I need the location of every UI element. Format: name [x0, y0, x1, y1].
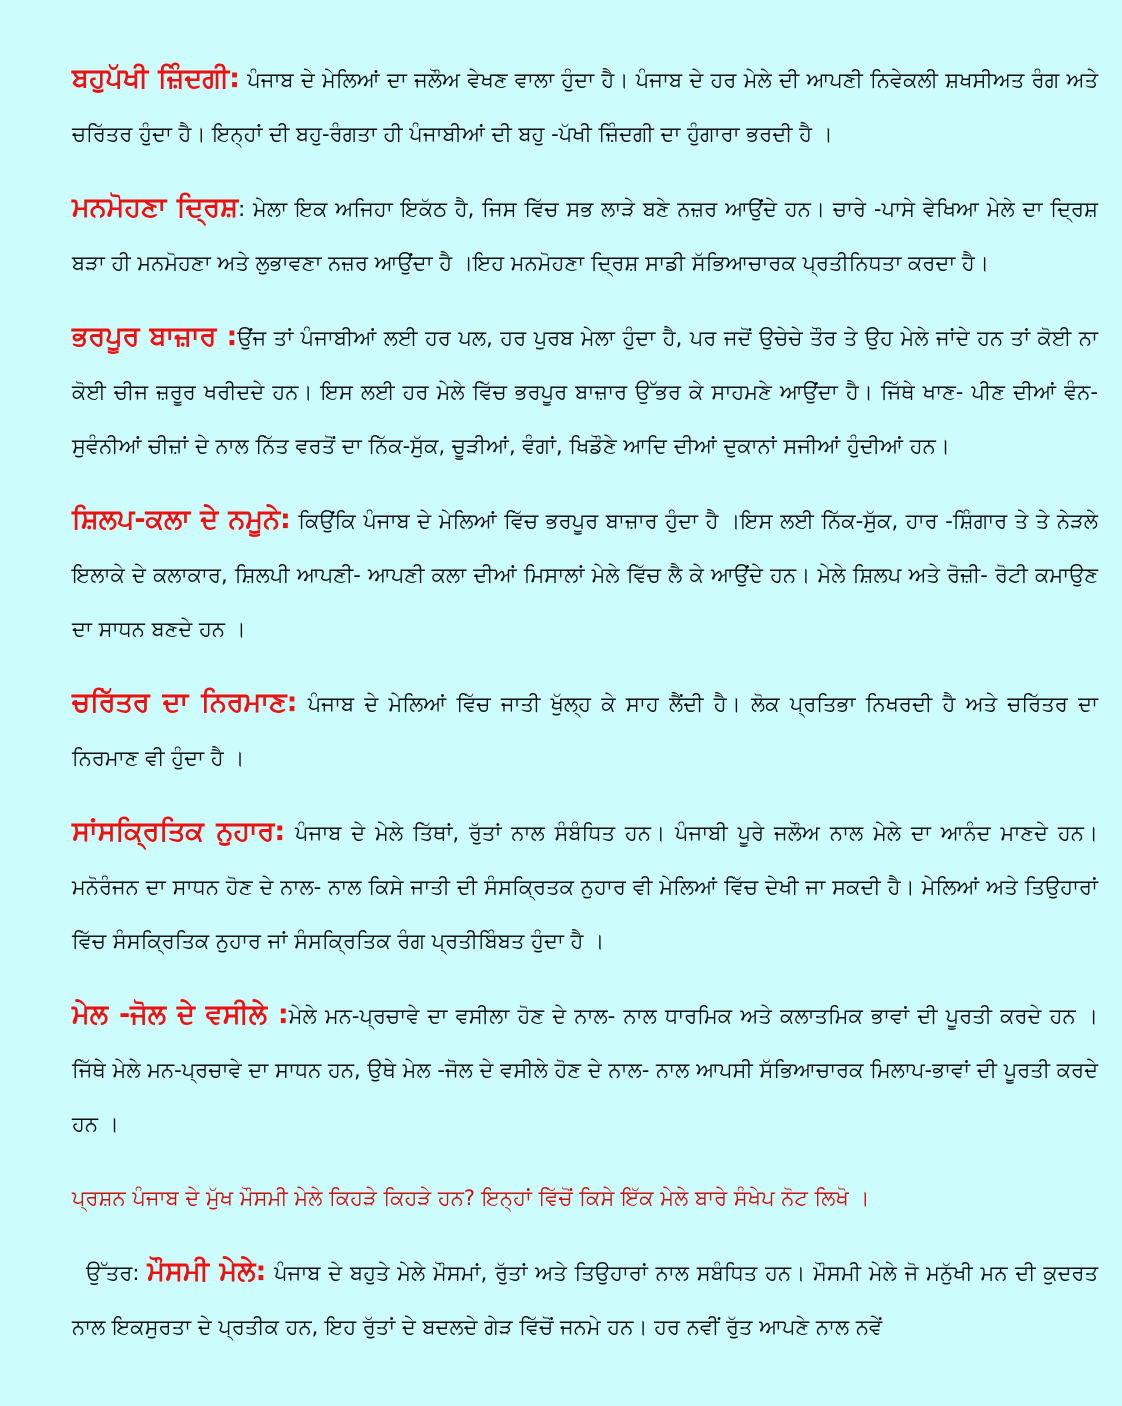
section-text: ਕਿਉਂਕਿ ਪੰਜਾਬ ਦੇ ਮੇਲਿਆਂ ਵਿੱਚ ਭਰਪੂਰ ਬਾਜ਼ਾਰ ਹੁੰਦਾ ਹੈ ।ਇਸ ਲਈ ਨਿੱਕ-ਸੁੱਕ, ਹਾਰ -ਸ਼ਿੰਗਾਰ ਤੇ ਤੇ ਨੇੜਲੇ ਇਲਾਕੇ ਦੇ ਕਲਾਕਾਰ, ਸ਼ਿਲਪੀ ਆਪਣੀ- ਆਪਣੀ ਕਲਾ ਦੀਆਂ ਮਿਸਾਲਾਂ ਮੇਲੇ ਵਿੱਚ ਲੈ ਕੇ ਆਉਂਦੇ ਹਨ। ਮੇਲੇ ਸ਼ਿਲਪ ਅਤੇ ਰੋਜ਼ੀ- ਰੋਟੀ ਕਮਾਉਣ ਦਾ ਸਾਧਨ ਬਣਦੇ ਹਨ । — [72, 509, 1098, 641]
section-text: ਮੇਲੇ ਮਨ-ਪ੍ਰਚਾਵੇ ਦਾ ਵਸੀਲਾ ਹੋਣ ਦੇ ਨਾਲ- ਨਾਲ ਧਾਰਮਿਕ ਅਤੇ ਕਲਾਤਮਿਕ ਭਾਵਾਂ ਦੀ ਪੂਰਤੀ ਕਰਦੇ ਹਨ ।ਜਿੱਥੇ ਮੇਲੇ ਮਨ-ਪ੍ਰਚਾਵੇ ਦਾ ਸਾਧਨ ਹਨ, ਉਥੇ ਮੇਲ -ਜੋਲ ਦੇ ਵਸੀਲੇ ਹੋਣ ਦੇ ਨਾਲ- ਨਾਲ ਆਪਸੀ ਸੱਭਿਆਚਾਰਕ ਮਿਲਾਪ-ਭਾਵਾਂ ਦੀ ਪੂਰਤੀ ਕਰਦੇ ਹਨ । — [72, 1004, 1098, 1136]
section-heading: ਬਹੁਪੱਖੀ ਜ਼ਿੰਦਗੀ: — [72, 63, 240, 94]
section-text: ਪੰਜਾਬ ਦੇ ਮੇਲਿਆਂ ਵਿੱਚ ਜਾਤੀ ਖੁੱਲ੍ਹ ਕੇ ਸਾਹ ਲੈਂਦੀ ਹੈ। ਲੋਕ ਪ੍ਰਤਿਭਾ ਨਿਖਰਦੀ ਹੈ ਅਤੇ ਚਰਿੱਤਰ ਦਾ ਨਿਰਮਾਣ ਵੀ ਹੁੰਦਾ ਹੈ । — [72, 692, 1098, 770]
question-text: ਪ੍ਰਸ਼ਨ ਪੰਜਾਬ ਦੇ ਮੁੱਖ ਮੌਸਮੀ ਮੇਲੇ ਕਿਹੜੇ ਕਿਹੜੇ ਹਨ? ਇਨ੍ਹਾਂ ਵਿੱਚੋਂ ਕਿਸੇ ਇੱਕ ਮੇਲੇ ਬਾਰੇ ਸੰਖੇਪ ਨੋਟ ਲਿਖੋ । — [72, 1186, 870, 1210]
section-heading: ਸਾਂਸਕ੍ਰਿਤਿਕ ਨੁਹਾਰ: — [72, 816, 286, 847]
section-craft-samples — [72, 493, 1098, 656]
section-social-means — [72, 988, 1098, 1151]
section-heading: ਸ਼ਿਲਪ-ਕਲਾ ਦੇ ਨਮੂਨੇ: — [72, 504, 291, 535]
section-heading: ਭਰਪੂਰ ਬਾਜ਼ਾਰ : — [72, 321, 238, 352]
section-multifaceted-life — [72, 52, 1098, 161]
section-text: ਪੰਜਾਬ ਦੇ ਮੇਲੇ ਤਿੱਥਾਂ, ਰੁੱਤਾਂ ਨਾਲ ਸੰਬੰਧਿਤ ਹਨ। ਪੰਜਾਬੀ ਪੂਰੇ ਜਲੌਅ ਨਾਲ ਮੇਲੇ ਦਾ ਆਨੰਦ ਮਾਣਦੇ ਹਨ। ਮਨੋਰੰਜਨ ਦਾ ਸਾਧਨ ਹੋਣ ਦੇ ਨਾਲ- ਨਾਲ ਕਿਸੇ ਜਾਤੀ ਦੀ ਸੰਸਕ੍ਰਿਤਕ ਨੁਹਾਰ ਵੀ ਮੇਲਿਆਂ ਵਿੱਚ ਦੇਖੀ ਜਾ ਸਕਦੀ ਹੈ। ਮੇਲਿਆਂ ਅਤੇ ਤਿਉਹਾਰਾਂ ਵਿੱਚ ਸੰਸਕ੍ਰਿਤਿਕ ਨੁਹਾਰ ਜਾਂ ਸੰਸਕ੍ਰਿਤਿਕ ਰੰਗ ਪ੍ਰਤੀਬਿੰਬਤ ਹੁੰਦਾ ਹੈ । — [72, 821, 1098, 953]
section-text: ਉਂਜ ਤਾਂ ਪੰਜਾਬੀਆਂ ਲਈ ਹਰ ਪਲ, ਹਰ ਪੁਰਬ ਮੇਲਾ ਹੁੰਦਾ ਹੈ, ਪਰ ਜਦੋਂ ਉਚੇਚੇ ਤੌਰ ਤੇ ਉਹ ਮੇਲੇ ਜਾਂਦੇ ਹਨ ਤਾਂ ਕੋਈ ਨਾ ਕੋਈ ਚੀਜ ਜ਼ਰੂਰ ਖਰੀਦਦੇ ਹਨ। ਇਸ ਲਈ ਹਰ ਮੇਲੇ ਵਿੱਚ ਭਰਪੂਰ ਬਾਜ਼ਾਰ ਉੱਭਰ ਕੇ ਸਾਹਮਣੇ ਆਉਂਦਾ ਹੈ। ਜਿੱਥੇ ਖਾਣ- ਪੀਣ ਦੀਆਂ ਵੰਨ- ਸੁਵੰਨੀਆਂ ਚੀਜ਼ਾਂ ਦੇ ਨਾਲ ਨਿੱਤ ਵਰਤੋਂ ਦਾ ਨਿੱਕ-ਸੁੱਕ, ਚੂੜੀਆਂ, ਵੰਗਾਂ, ਖਿਡੌਣੇ ਆਦਿ ਦੀਆਂ ਦੁਕਾਨਾਂ ਸਜੀਆਂ ਹੁੰਦੀਆਂ ਹਨ। — [72, 326, 1098, 458]
answer-label: ਉੱਤਰ: — [86, 1261, 148, 1285]
section-character-building — [72, 676, 1098, 785]
section-full-market — [72, 310, 1098, 473]
section-heading: ਚਰਿੱਤਰ ਦਾ ਨਿਰਮਾਣ: — [72, 687, 298, 718]
section-heading: ਮੇਲ -ਜੋਲ ਦੇ ਵਸੀਲੇ : — [72, 999, 289, 1030]
section-cultural-look — [72, 805, 1098, 968]
section-text: ਪੰਜਾਬ ਦੇ ਮੇਲਿਆਂ ਦਾ ਜਲੌਅ ਵੇਖਣ ਵਾਲਾ ਹੁੰਦਾ ਹੈ। ਪੰਜਾਬ ਦੇ ਹਰ ਮੇਲੇ ਦੀ ਆਪਣੀ ਨਿਵੇਕਲੀ ਸ਼ਖਸੀਅਤ ਰੰਗ ਅਤੇ ਚਰਿੱਤਰ ਹੁੰਦਾ ਹੈ। ਇਨ੍ਹਾਂ ਦੀ ਬਹੁ-ਰੰਗਤਾ ਹੀ ਪੰਜਾਬੀਆਂ ਦੀ ਬਹੁ -ਪੱਖੀ ਜ਼ਿੰਦਗੀ ਦਾ ਹੁੰਗਾਰਾ ਭਰਦੀ ਹੈ । — [72, 68, 1099, 146]
answer-heading: ਮੌਸਮੀ ਮੇਲੇ: — [147, 1256, 267, 1287]
answer-text: ਪੰਜਾਬ ਦੇ ਬਹੁਤੇ ਮੇਲੇ ਮੌਸਮਾਂ, ਰੁੱਤਾਂ ਅਤੇ ਤਿਉਹਾਰਾਂ ਨਾਲ ਸਬੰਧਿਤ ਹਨ। ਮੌਸਮੀ ਮੇਲੇ ਜੋ ਮਨੁੱਖੀ ਮਨ ਦੀ ਕੁਦਰਤ ਨਾਲ ਇਕਸੁਰਤਾ ਦੇ ਪ੍ਰਤੀਕ ਹਨ, ਇਹ ਰੁੱਤਾਂ ਦੇ ਬਦਲਦੇ ਗੇੜ ਵਿੱਚੋਂ ਜਨਮੇ ਹਨ। ਹਰ ਨਵੀਂ ਰੁੱਤ ਆਪਣੇ ਨਾਲ ਨਵੇਂ — [72, 1261, 1099, 1339]
answer-paragraph — [72, 1245, 1098, 1354]
section-charming-scene — [72, 181, 1098, 290]
section-text: : ਮੇਲਾ ਇਕ ਅਜਿਹਾ ਇਕੱਠ ਹੈ, ਜਿਸ ਵਿੱਚ ਸਭ ਲਾੜੇ ਬਣੇ ਨਜ਼ਰ ਆਉਂਦੇ ਹਨ। ਚਾਰੇ -ਪਾਸੇ ਵੇਖਿਆ ਮੇਲੇ ਦਾ ਦ੍ਰਿਸ਼ ਬੜਾ ਹੀ ਮਨਮੋਹਣਾ ਅਤੇ ਲੁਭਾਵਣਾ ਨਜ਼ਰ ਆਉਂਦਾ ਹੈ ।ਇਹ ਮਨਮੋਹਣਾ ਦ੍ਰਿਸ਼ ਸਾਡੀ ਸੱਭਿਆਚਾਰਕ ਪ੍ਰਤੀਨਿਧਤਾ ਕਰਦਾ ਹੈ। — [72, 197, 1098, 275]
section-heading: ਮਨਮੋਹਣਾ ਦ੍ਰਿਸ਼ — [72, 192, 239, 223]
